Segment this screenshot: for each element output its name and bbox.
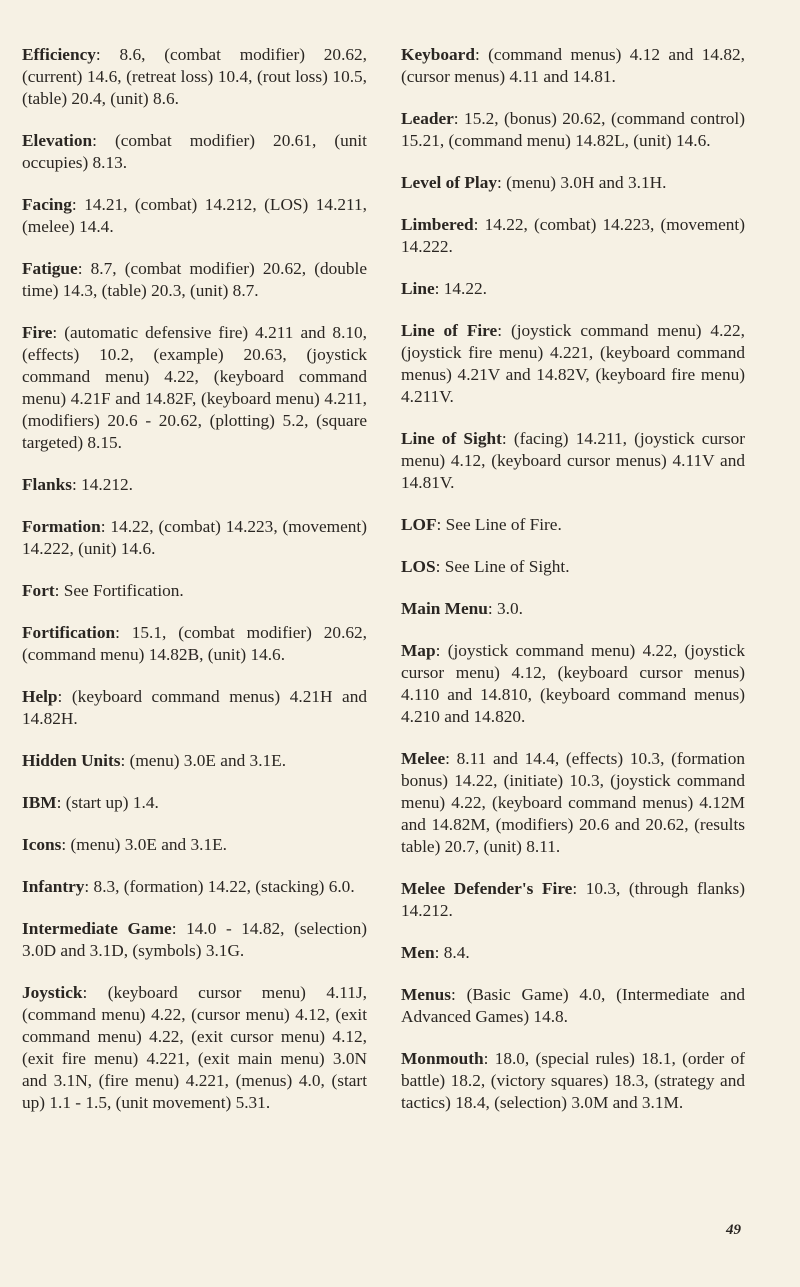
entry-term: Intermediate Game [22, 919, 172, 938]
entry-term: Fatigue [22, 259, 78, 278]
index-entry: LOS: See Line of Sight. [401, 557, 570, 576]
index-entry: Intermediate Game: 14.0 - 14.82, (selection) 3.0D and 3.1D, (symbols) 3.1G. [22, 919, 367, 960]
index-entry: Facing: 14.21, (combat) 14.212, (LOS) 14.211, (melee) 14.4. [22, 195, 367, 236]
entry-term: Line [401, 279, 435, 298]
entry-refs: 8.11 and 14.4, (effects) 10.3, (formation bonus) 14.22, (initiate) 10.3, (joystick command menu) 4.22, (keyboard command menus) 4.12M and 14.82M, (modifiers) 20.6 and 20.62, (results table) 20.7, (unit) 8.11. [401, 749, 745, 856]
entry-refs: 15.2, (bonus) 20.62, (command control) 15.21, (command menu) 14.82L, (unit) 14.6. [401, 109, 745, 150]
entry-term: Icons [22, 835, 62, 854]
entry-refs: (facing) 14.211, (joystick cursor menu) 4.12, (keyboard cursor menus) 4.11V and 14.81V. [401, 429, 745, 492]
entry-refs: (menu) 3.0H and 3.1H. [501, 173, 667, 192]
entry-term: Fort [22, 581, 55, 600]
entry-refs: (keyboard command menus) 4.21H and 14.82H. [22, 687, 367, 728]
entry-refs: 14.22. [439, 279, 487, 298]
index-entry: Joystick: (keyboard cursor menu) 4.11J, (command menu) 4.22, (cursor menu) 4.12, (exit command menu) 4.22, (exit cursor menu) 4.12, (exit fire menu) 4.221, (exit main menu) 3.0N and 3.1N, (fire menu) 4.221, (menus) 4.0, (start up) 1.1 - 1.5, (unit movement) 5.31. [22, 983, 367, 1112]
entry-refs: (joystick command menu) 4.22, (joystick cursor menu) 4.12, (keyboard cursor menus) 4.110 and 14.810, (keyboard command menus) 4.210 and 14.820. [401, 641, 745, 726]
entry-refs: 10.3, (through flanks) 14.212. [401, 879, 745, 920]
entry-term: LOS [401, 557, 436, 576]
entry-term: Menus [401, 985, 451, 1004]
index-entry: Line of Sight: (facing) 14.211, (joystick cursor menu) 4.12, (keyboard cursor menus) 4.11V and 14.81V. [401, 429, 745, 492]
index-entry: Line: 14.22. [401, 279, 487, 298]
entry-term: LOF [401, 515, 437, 534]
entry-term: Line of Sight [401, 429, 502, 448]
entry-refs: 14.212. [76, 475, 133, 494]
page-number: 49 [726, 1222, 741, 1238]
entry-term: Leader [401, 109, 454, 128]
entry-refs: (start up) 1.4. [61, 793, 159, 812]
entry-term: Help [22, 687, 58, 706]
index-entry: Men: 8.4. [401, 943, 470, 962]
entry-term: Elevation [22, 131, 93, 150]
index-entry: Fire: (automatic defensive fire) 4.211 and 8.10, (effects) 10.2, (example) 20.63, (joystick command menu) 4.22, (keyboard command menu) 4.21F and 14.82F, (keyboard menu) 4.211, (modifiers) 20.6 - 20.62, (plotting) 5.2, (square targeted) 8.15. [22, 323, 367, 452]
index-entry: LOF: See Line of Fire. [401, 515, 562, 534]
index-entry: Main Menu: 3.0. [401, 599, 523, 618]
entry-refs: 14.22, (combat) 14.223, (movement) 14.222, (unit) 14.6. [22, 517, 367, 558]
entry-term: Joystick [22, 983, 83, 1002]
right-column [401, 44, 745, 1134]
entry-refs: (menu) 3.0E and 3.1E. [125, 751, 287, 770]
index-entry: Elevation: (combat modifier) 20.61, (unit occupies) 8.13. [22, 131, 367, 172]
entry-refs: See Line of Sight. [440, 557, 570, 576]
entry-refs: (combat modifier) 20.61, (unit occupies) 8.13. [22, 131, 367, 172]
index-entry: Melee: 8.11 and 14.4, (effects) 10.3, (formation bonus) 14.22, (initiate) 10.3, (joystick command menu) 4.22, (keyboard command menus) 4.12M and 14.82M, (modifiers) 20.6 and 20.62, (results table) 20.7, (unit) 8.11. [401, 749, 745, 856]
entry-term: Main Menu [401, 599, 488, 618]
index-entry: Leader: 15.2, (bonus) 20.62, (command control) 15.21, (command menu) 14.82L, (unit) 14.6. [401, 109, 745, 150]
entry-refs: 8.7, (combat modifier) 20.62, (double time) 14.3, (table) 20.3, (unit) 8.7. [22, 259, 367, 300]
index-entry: Efficiency: 8.6, (combat modifier) 20.62, (current) 14.6, (retreat loss) 10.4, (rout loss) 10.5, (table) 20.4, (unit) 8.6. [22, 45, 367, 108]
entry-term: Hidden Units [22, 751, 121, 770]
entry-term: Melee Defender's Fire [401, 879, 573, 898]
entry-refs: 8.6, (combat modifier) 20.62, (current) 14.6, (retreat loss) 10.4, (rout loss) 10.5, (table) 20.4, (unit) 8.6. [22, 45, 367, 108]
entry-term: Men [401, 943, 435, 962]
entry-refs: 14.21, (combat) 14.212, (LOS) 14.211, (melee) 14.4. [22, 195, 367, 236]
entry-term: Facing [22, 195, 72, 214]
index-entry: Help: (keyboard command menus) 4.21H and 14.82H. [22, 687, 367, 728]
index-entry: IBM: (start up) 1.4. [22, 793, 159, 812]
entry-term: Infantry [22, 877, 85, 896]
entry-term: Fortification [22, 623, 116, 642]
index-entry: Monmouth: 18.0, (special rules) 18.1, (order of battle) 18.2, (victory squares) 18.3, (strategy and tactics) 18.4, (selection) 3.0M and 3.1M. [401, 1049, 745, 1112]
entry-refs: (keyboard cursor menu) 4.11J, (command menu) 4.22, (cursor menu) 4.12, (exit command menu) 4.22, (exit cursor menu) 4.12, (exit fire menu) 4.221, (exit main menu) 3.0N and 3.1N, (fire menu) 4.221, (menus) 4.0, (start up) 1.1 - 1.5, (unit movement) 5.31. [22, 983, 367, 1112]
index-entry: Line of Fire: (joystick command menu) 4.22, (joystick fire menu) 4.221, (keyboard command menus) 4.21V and 14.82V, (keyboard fire menu) 4.211V. [401, 321, 745, 406]
index-entry: Limbered: 14.22, (combat) 14.223, (movement) 14.222. [401, 215, 745, 256]
entry-term: Monmouth [401, 1049, 484, 1068]
entry-refs: See Line of Fire. [441, 515, 562, 534]
index-entry: Icons: (menu) 3.0E and 3.1E. [22, 835, 227, 854]
entry-refs: (command menus) 4.12 and 14.82, (cursor menus) 4.11 and 14.81. [401, 45, 745, 86]
index-entry: Formation: 14.22, (combat) 14.223, (movement) 14.222, (unit) 14.6. [22, 517, 367, 558]
index-entry: Menus: (Basic Game) 4.0, (Intermediate and Advanced Games) 14.8. [401, 985, 745, 1026]
index-entry: Keyboard: (command menus) 4.12 and 14.82, (cursor menus) 4.11 and 14.81. [401, 45, 745, 86]
entry-term: Map [401, 641, 436, 660]
entry-refs: (joystick command menu) 4.22, (joystick fire menu) 4.221, (keyboard command menus) 4.21V and 14.82V, (keyboard fire menu) 4.211V. [401, 321, 745, 406]
index-entry: Fort: See Fortification. [22, 581, 184, 600]
entry-refs: 14.0 - 14.82, (selection) 3.0D and 3.1D, (symbols) 3.1G. [22, 919, 367, 960]
entry-term: Fire [22, 323, 53, 342]
entry-refs: 15.1, (combat modifier) 20.62, (command menu) 14.82B, (unit) 14.6. [22, 623, 367, 664]
entry-refs: 8.4. [439, 943, 470, 962]
index-entry: Level of Play: (menu) 3.0H and 3.1H. [401, 173, 667, 192]
entry-term: Melee [401, 749, 446, 768]
entry-term: Line of Fire [401, 321, 498, 340]
entry-term: Limbered [401, 215, 474, 234]
entry-term: Keyboard [401, 45, 475, 64]
index-entry: Map: (joystick command menu) 4.22, (joystick cursor menu) 4.12, (keyboard cursor menus) 4.110 and 14.810, (keyboard command menus) 4.210 and 14.820. [401, 641, 745, 726]
entry-term: Efficiency [22, 45, 96, 64]
index-entry: Melee Defender's Fire: 10.3, (through flanks) 14.212. [401, 879, 745, 920]
entry-refs: (automatic defensive fire) 4.211 and 8.10, (effects) 10.2, (example) 20.63, (joystick command menu) 4.22, (keyboard command menu) 4.21F and 14.82F, (keyboard menu) 4.211, (modifiers) 20.6 - 20.62, (plotting) 5.2, (square targeted) 8.15. [22, 323, 367, 452]
entry-refs: (Basic Game) 4.0, (Intermediate and Advanced Games) 14.8. [401, 985, 745, 1026]
index-entry: Flanks: 14.212. [22, 475, 133, 494]
entry-term: Flanks [22, 475, 72, 494]
entry-term: Level of Play [401, 173, 497, 192]
left-column [22, 44, 367, 1134]
entry-refs: 3.0. [492, 599, 523, 618]
entry-term: Formation [22, 517, 101, 536]
entry-refs: 8.3, (formation) 14.22, (stacking) 6.0. [89, 877, 355, 896]
index-entry: Hidden Units: (menu) 3.0E and 3.1E. [22, 751, 287, 770]
entry-refs: 18.0, (special rules) 18.1, (order of battle) 18.2, (victory squares) 18.3, (strategy and tactics) 18.4, (selection) 3.0M and 3.1M. [401, 1049, 745, 1112]
entry-refs: 14.22, (combat) 14.223, (movement) 14.222. [401, 215, 745, 256]
index-entry: Fatigue: 8.7, (combat modifier) 20.62, (double time) 14.3, (table) 20.3, (unit) 8.7. [22, 259, 367, 300]
entry-term: IBM [22, 793, 57, 812]
index-entry: Fortification: 15.1, (combat modifier) 20.62, (command menu) 14.82B, (unit) 14.6. [22, 623, 367, 664]
entry-refs: (menu) 3.0E and 3.1E. [66, 835, 227, 854]
index-entry: Infantry: 8.3, (formation) 14.22, (stacking) 6.0. [22, 877, 355, 896]
entry-refs: See Fortification. [59, 581, 184, 600]
